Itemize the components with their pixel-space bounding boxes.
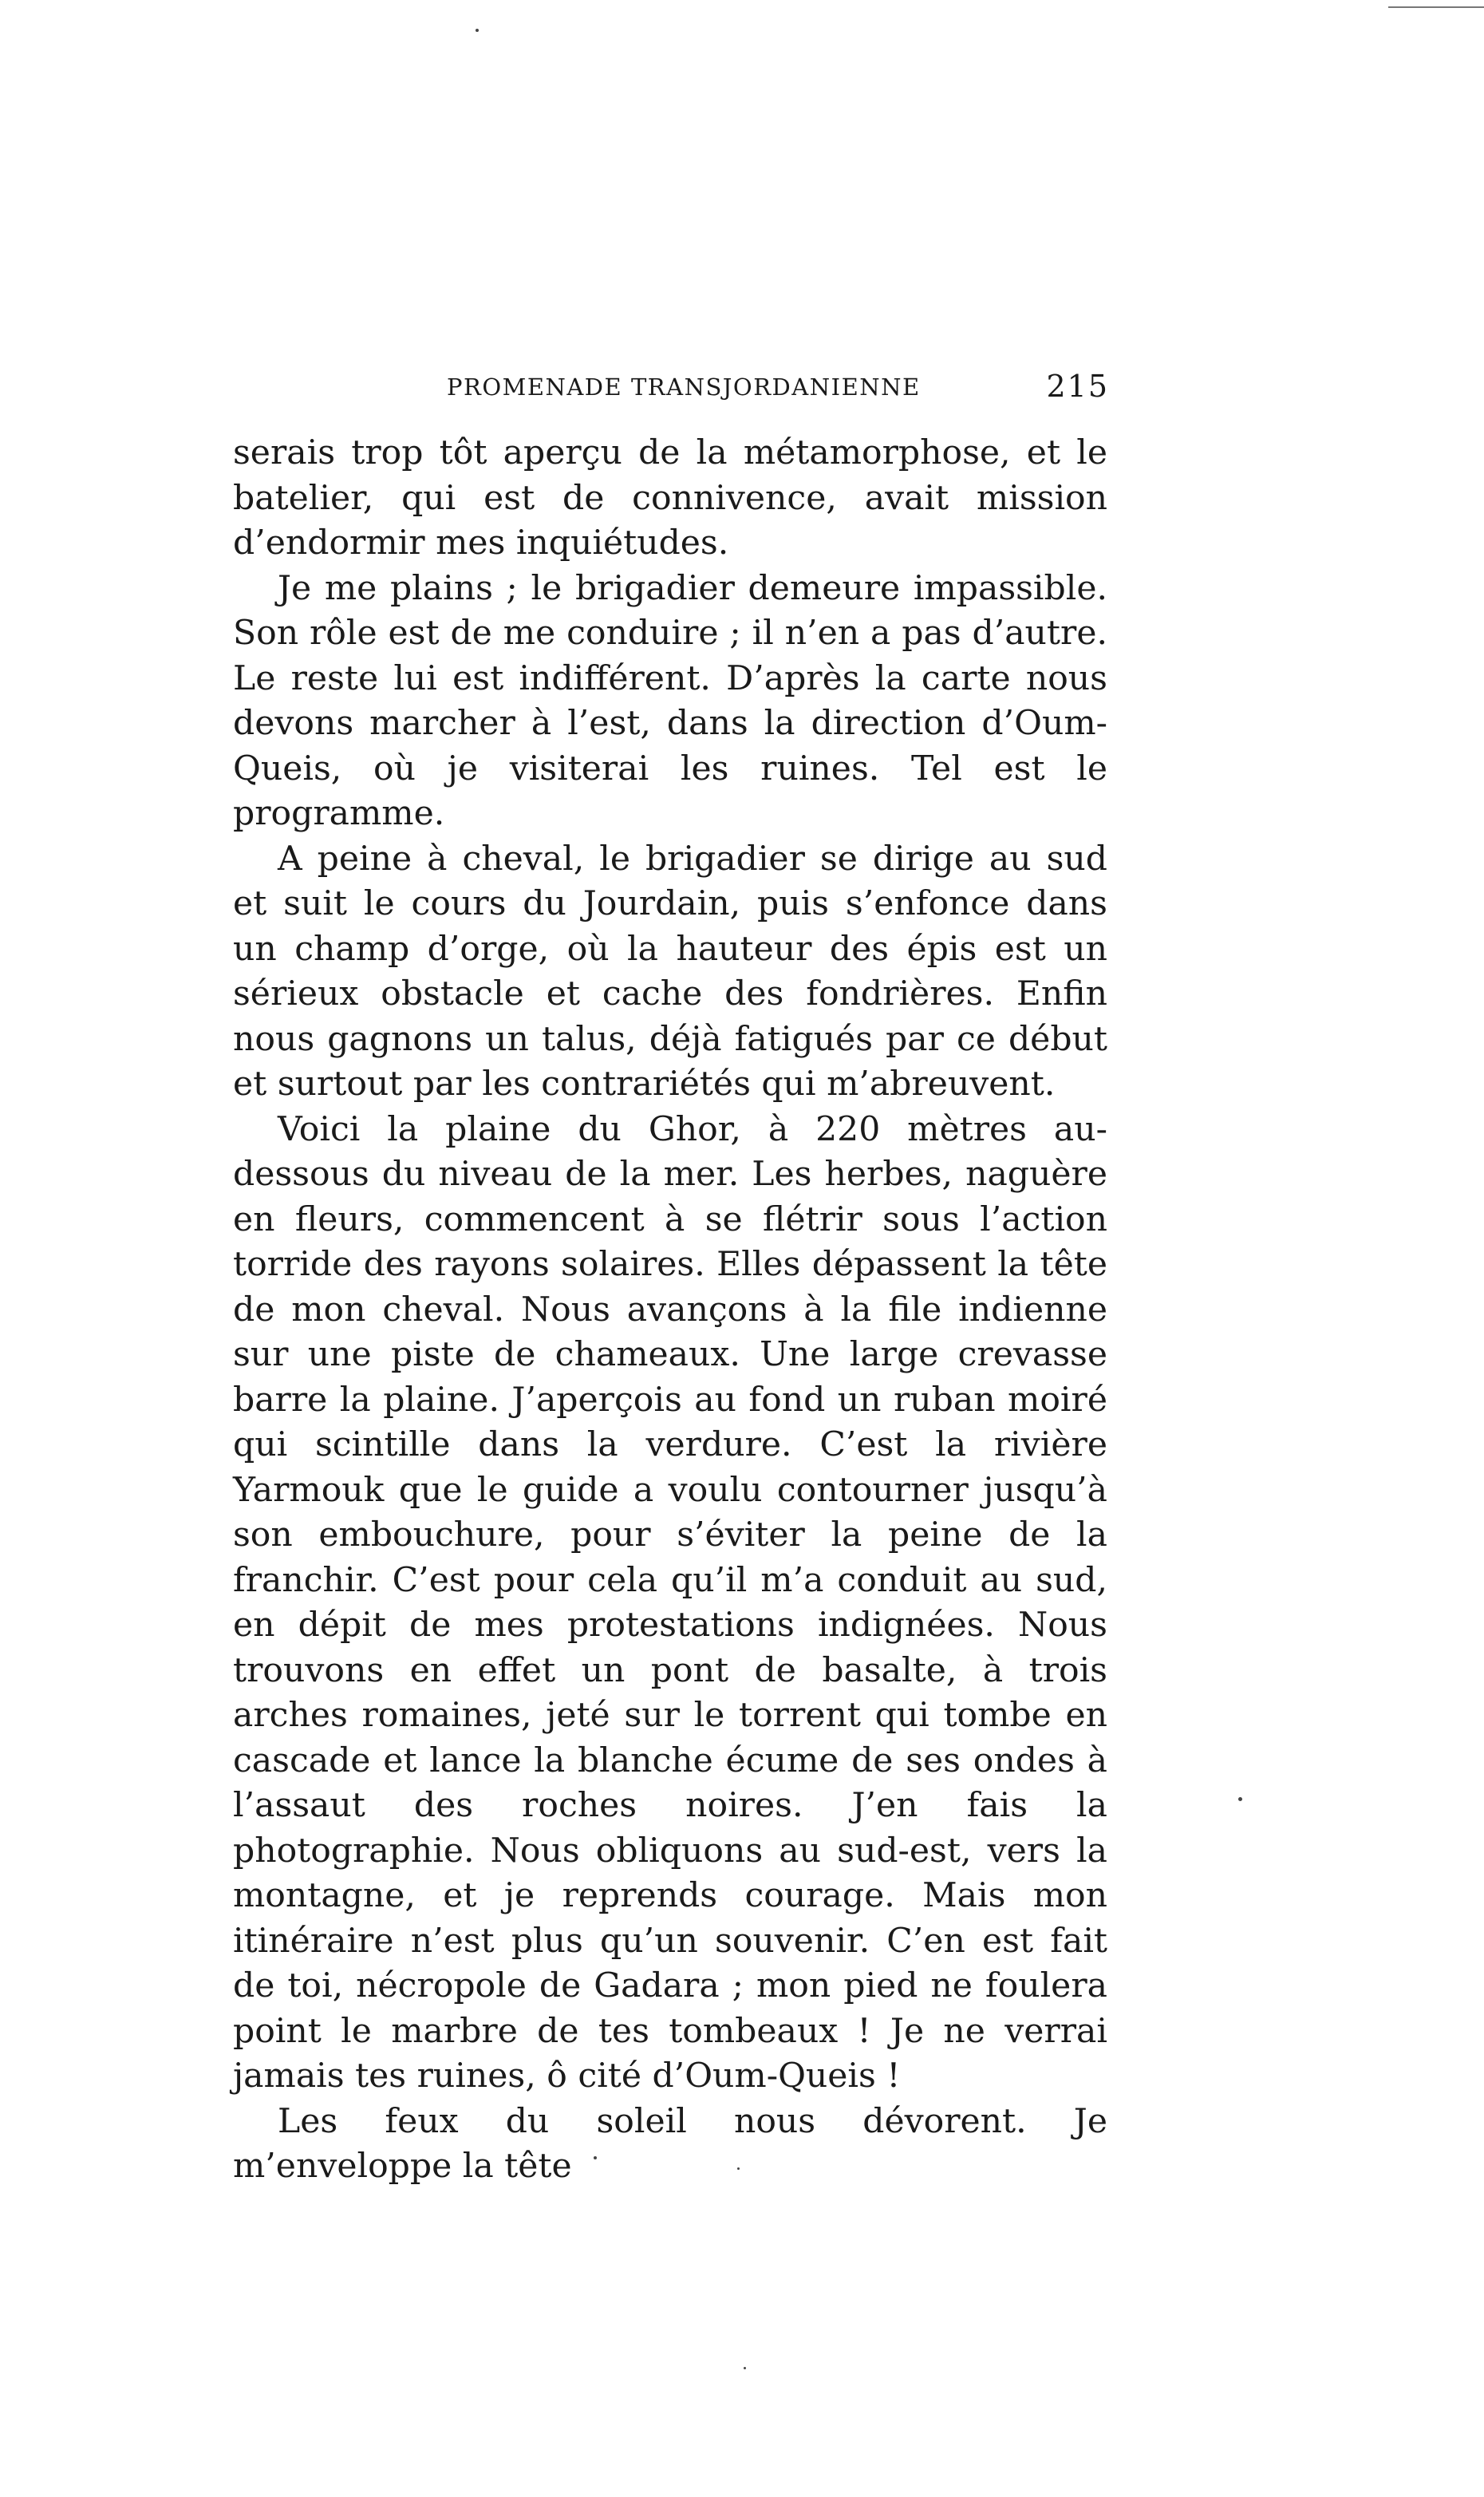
scan-edge-mark [1388,6,1484,8]
paragraph: Je me plains ; le brigadier demeure impassible. Son rôle est de me conduire ; il n’en a pas d’autre. Le reste lui est indifférent. D’après la carte nous devons marcher à l’est, dans la direction d’Oum-Queis, où je visiterai les ruines. Tel est le programme. [233,568,1107,833]
scan-speck [744,2367,746,2369]
body-text [233,431,1107,2190]
scan-speck [476,29,479,32]
scan-speck [1238,1797,1242,1801]
page-header [231,369,1109,417]
paragraph: Les feux du soleil nous dévorent. Je m’enveloppe la tête [233,2101,1107,2186]
paragraph: serais trop tôt aperçu de la métamorphose, et le batelier, qui est de connivence, avait mission d’endormir mes inquiétudes. [233,433,1107,563]
paragraph: A peine à cheval, le brigadier se dirige au sud et suit le cours du Jourdain, puis s’enfonce dans un champ d’orge, où la hauteur des épis est un sérieux obstacle et cache des fondrières. Enfin nous gagnons un talus, déjà fatigués par ce début et surtout par les contrariétés qui m’abreuvent. [233,839,1107,1104]
paragraph: Voici la plaine du Ghor, à 220 mètres au-dessous du niveau de la mer. Les herbes, naguère en fleurs, commencent à se flétrir sous l’action torride des rayons solaires. Elles dépassent la tête de mon cheval. Nous avançons à la file indienne sur une piste de chameaux. Une large crevasse barre la plaine. J’aperçois au fond un ruban moiré qui scintille dans la verdure. C’est la rivière Yarmouk que le guide a voulu contourner jusqu’à son embouchure, pour s’éviter la peine de la franchir. C’est pour cela qu’il m’a conduit au sud, en dépit de mes protestations indignées. Nous trouvons en effet un pont de basalte, à trois arches romaines, jeté sur le torrent qui tombe en cascade et lance la blanche écume de ses ondes à l’assaut des roches noires. J’en fais la photographie. Nous obliquons au sud-est, vers la montagne, et je reprends courage. Mais mon itinéraire n’est plus qu’un souvenir. C’en est fait de toi, nécropole de Gadara ; mon pied ne foulera point le marbre de tes tombeaux ! Je ne verrai jamais tes ruines, ô cité d’Oum-Queis ! [233,1109,1107,2096]
page-number: 215 [1046,369,1109,404]
scan-speck [737,2167,740,2170]
scan-speck [594,2156,597,2159]
running-title: PROMENADE TRANSJORDANIENNE [447,373,921,401]
